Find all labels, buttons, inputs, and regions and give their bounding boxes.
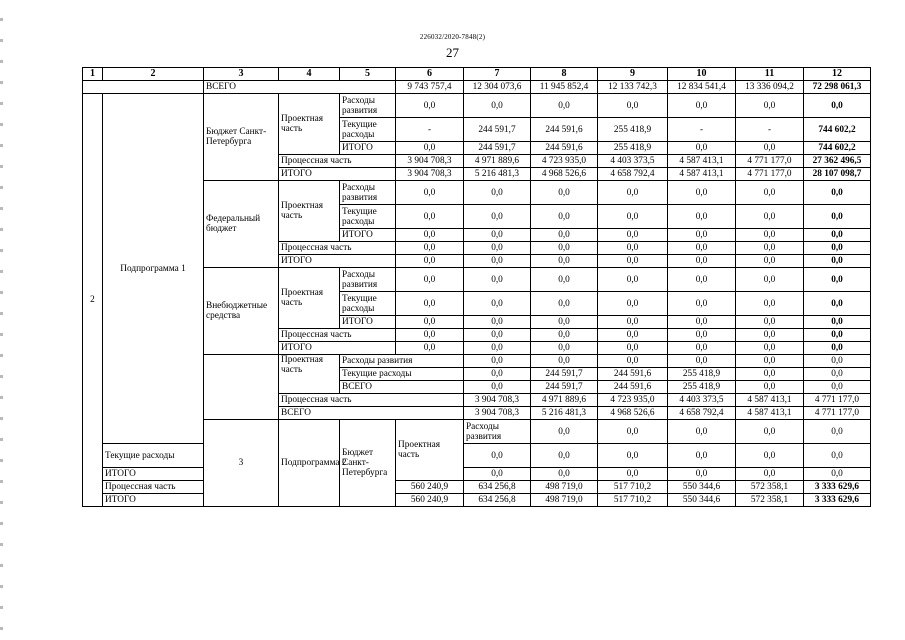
table-cell: 0,0	[736, 342, 804, 355]
table-cell: 0,0	[531, 268, 598, 292]
document-code: 226032/2020-7848(2)	[419, 33, 486, 41]
table-cell: Проектная часть	[279, 355, 340, 394]
column-number-cell: 10	[668, 68, 736, 81]
table-cell: 2	[83, 94, 103, 507]
table-cell: 4 968 526,6	[531, 168, 598, 181]
table-cell: 244 591,7	[531, 368, 598, 381]
table-cell: 0,0	[464, 342, 531, 355]
table-cell: Процессная часть	[103, 481, 279, 494]
table-cell: 0,0	[736, 292, 804, 316]
table-cell: 0,0	[804, 316, 871, 329]
table-cell: 0,0	[804, 381, 871, 394]
table-cell: 0,0	[736, 229, 804, 242]
table-cell: 550 344,6	[668, 494, 736, 507]
table-cell: Проектная часть	[279, 94, 340, 155]
table-cell: ИТОГО	[279, 255, 396, 268]
table-cell: 4 723 935,0	[598, 394, 668, 407]
table-cell: 0,0	[668, 468, 736, 481]
table-cell: 0,0	[736, 205, 804, 229]
table-cell: 0,0	[736, 444, 804, 468]
budget-table-body	[83, 81, 871, 507]
table-cell: 0,0	[464, 381, 531, 394]
table-cell: 0,0	[531, 468, 598, 481]
table-cell: Текущие расходы	[340, 292, 396, 316]
table-cell: 0,0	[396, 292, 464, 316]
table-cell: 0,0	[598, 342, 668, 355]
table-cell: 244 591,6	[531, 118, 598, 142]
table-cell: Подпрограмма 2	[279, 420, 340, 507]
table-cell: 5 216 481,3	[464, 168, 531, 181]
column-number-cell: 3	[204, 68, 279, 81]
table-cell: 0,0	[464, 268, 531, 292]
table-cell: 0,0	[598, 420, 668, 444]
table-cell: 0,0	[736, 255, 804, 268]
table-cell: 572 358,1	[736, 481, 804, 494]
column-number-row	[83, 68, 871, 81]
table-cell: 0,0	[464, 468, 531, 481]
table-cell: 4 771 177,0	[804, 394, 871, 407]
column-number-cell: 12	[804, 68, 871, 81]
column-number-cell: 8	[531, 68, 598, 81]
table-cell: 0,0	[668, 229, 736, 242]
table-cell: Процессная часть	[279, 155, 396, 168]
table-cell: 0,0	[464, 229, 531, 242]
table-cell: 634 256,8	[464, 494, 531, 507]
column-number-cell: 11	[736, 68, 804, 81]
table-cell: Проектная часть	[396, 420, 464, 481]
table-cell: 0,0	[531, 181, 598, 205]
column-number-cell: 5	[340, 68, 396, 81]
table-cell: 0,0	[598, 468, 668, 481]
table-cell: 0,0	[531, 94, 598, 118]
table-cell: 0,0	[396, 268, 464, 292]
table-cell: Процессная часть	[279, 394, 464, 407]
table-cell: 244 591,6	[598, 381, 668, 394]
table-cell: 0,0	[668, 94, 736, 118]
table-cell: 0,0	[736, 94, 804, 118]
table-cell: 0,0	[531, 292, 598, 316]
table-cell: 4 587 413,1	[668, 155, 736, 168]
table-cell: 3 904 708,3	[396, 155, 464, 168]
table-cell: 255 418,9	[668, 368, 736, 381]
table-cell: 0,0	[464, 316, 531, 329]
scan-binding-marks	[0, 0, 3, 640]
table-cell: 517 710,2	[598, 494, 668, 507]
table-cell: 0,0	[396, 181, 464, 205]
table-cell: 0,0	[804, 420, 871, 444]
table-cell: Проектная часть	[279, 181, 340, 242]
table-cell: ИТОГО	[340, 142, 396, 155]
budget-table-head	[83, 68, 871, 81]
column-number-cell: 7	[464, 68, 531, 81]
table-cell: 0,0	[598, 268, 668, 292]
table-cell: 244 591,7	[464, 142, 531, 155]
table-cell: 0,0	[804, 268, 871, 292]
table-cell: 12 304 073,6	[464, 81, 531, 94]
table-cell: 0,0	[668, 142, 736, 155]
table-cell: Текущие расходы	[340, 205, 396, 229]
table-cell: 0,0	[464, 242, 531, 255]
table-cell: Текущие расходы	[340, 118, 396, 142]
table-cell: 572 358,1	[736, 494, 804, 507]
table-cell: 0,0	[668, 181, 736, 205]
table-cell: 0,0	[464, 355, 531, 368]
table-cell: 0,0	[804, 94, 871, 118]
table-cell: 0,0	[531, 420, 598, 444]
table-cell: 0,0	[396, 316, 464, 329]
table-cell: 0,0	[668, 316, 736, 329]
table-cell: 0,0	[804, 355, 871, 368]
table-cell: 3 333 629,6	[804, 494, 871, 507]
table-cell: 255 418,9	[598, 142, 668, 155]
table-row	[83, 494, 871, 507]
table-cell: 0,0	[531, 242, 598, 255]
table-cell: 244 591,6	[598, 368, 668, 381]
table-cell: 560 240,9	[396, 494, 464, 507]
table-cell: 4 771 177,0	[736, 168, 804, 181]
table-cell: 0,0	[804, 329, 871, 342]
column-number-cell: 1	[83, 68, 103, 81]
table-cell: 0,0	[396, 142, 464, 155]
table-cell: 3 904 708,3	[464, 407, 531, 420]
table-cell: Текущие расходы	[103, 444, 204, 468]
table-cell: 0,0	[736, 242, 804, 255]
page-number: 27	[446, 45, 459, 60]
table-cell: 0,0	[531, 255, 598, 268]
table-cell: 3 904 708,3	[396, 168, 464, 181]
table-cell: 0,0	[464, 94, 531, 118]
table-row	[83, 94, 871, 118]
table-cell: Проектная часть	[279, 268, 340, 329]
table-cell: 4 403 373,5	[668, 394, 736, 407]
table-cell: ИТОГО	[103, 494, 279, 507]
table-cell: 0,0	[668, 329, 736, 342]
table-cell: 0,0	[736, 329, 804, 342]
table-cell: 0,0	[668, 242, 736, 255]
table-cell: 11 945 852,4	[531, 81, 598, 94]
table-cell: 4 658 792,4	[598, 168, 668, 181]
table-cell: 0,0	[804, 444, 871, 468]
table-cell: Бюджет Санкт-Петербурга	[204, 94, 279, 181]
table-cell: 0,0	[668, 255, 736, 268]
table-cell: Расходы развития	[340, 181, 396, 205]
table-cell: Расходы развития	[464, 420, 531, 444]
table-cell: 0,0	[598, 229, 668, 242]
table-cell: Расходы развития	[340, 355, 464, 368]
table-cell: 0,0	[736, 420, 804, 444]
table-cell: 0,0	[531, 355, 598, 368]
table-cell: 0,0	[804, 292, 871, 316]
table-cell: 0,0	[668, 420, 736, 444]
table-cell: 0,0	[804, 205, 871, 229]
table-cell: ВСЕГО	[204, 81, 396, 94]
table-cell: -	[396, 118, 464, 142]
table-cell: 4 587 413,1	[736, 394, 804, 407]
table-cell: 0,0	[668, 444, 736, 468]
table-cell: 0,0	[464, 368, 531, 381]
table-cell: 0,0	[396, 342, 464, 355]
table-cell: 244 591,6	[531, 142, 598, 155]
table-cell: 4 587 413,1	[668, 168, 736, 181]
table-cell: 5 216 481,3	[531, 407, 598, 420]
table-cell: 244 591,7	[464, 118, 531, 142]
table-cell: 4 587 413,1	[736, 407, 804, 420]
table-cell: 0,0	[804, 255, 871, 268]
table-cell: 0,0	[464, 444, 531, 468]
table-cell: 3 904 708,3	[464, 394, 531, 407]
table-cell: Расходы развития	[340, 94, 396, 118]
table-cell: 0,0	[668, 205, 736, 229]
table-cell: 3	[204, 420, 279, 507]
table-row	[83, 444, 871, 468]
table-cell: 0,0	[598, 292, 668, 316]
table-cell: 4 723 935,0	[531, 155, 598, 168]
table-cell: Процессная часть	[279, 242, 396, 255]
table-cell: Текущие расходы	[340, 368, 464, 381]
table-cell: 13 336 094,2	[736, 81, 804, 94]
table-cell	[83, 81, 204, 94]
table-cell: 0,0	[736, 142, 804, 155]
table-cell: 0,0	[464, 181, 531, 205]
budget-table	[82, 67, 871, 507]
table-cell: Расходы развития	[340, 268, 396, 292]
table-cell: 0,0	[598, 181, 668, 205]
table-cell: 0,0	[464, 292, 531, 316]
column-number-cell: 9	[598, 68, 668, 81]
table-cell: 0,0	[804, 468, 871, 481]
column-number-cell: 4	[279, 68, 340, 81]
table-cell: 0,0	[598, 329, 668, 342]
table-cell: 550 344,6	[668, 481, 736, 494]
table-cell: 0,0	[396, 229, 464, 242]
table-cell: 0,0	[598, 355, 668, 368]
table-cell: 0,0	[804, 242, 871, 255]
table-cell: 634 256,8	[464, 481, 531, 494]
table-cell: 0,0	[736, 381, 804, 394]
table-cell: 0,0	[736, 468, 804, 481]
table-cell: 498 719,0	[531, 481, 598, 494]
column-number-cell: 2	[103, 68, 204, 81]
table-cell: Подпрограмма 1	[103, 94, 204, 444]
table-cell: 0,0	[598, 94, 668, 118]
table-cell: 4 771 177,0	[736, 155, 804, 168]
table-cell: 0,0	[531, 205, 598, 229]
table-cell: 0,0	[804, 229, 871, 242]
table-cell: 0,0	[736, 181, 804, 205]
table-cell: 3 333 629,6	[804, 481, 871, 494]
table-cell: 244 591,7	[531, 381, 598, 394]
table-cell: 0,0	[531, 316, 598, 329]
table-cell: ИТОГО	[340, 229, 396, 242]
table-cell: Федеральный бюджет	[204, 181, 279, 268]
table-cell: 0,0	[531, 329, 598, 342]
table-cell: 9 743 757,4	[396, 81, 464, 94]
table-cell: 0,0	[396, 205, 464, 229]
table-cell: 12 133 742,3	[598, 81, 668, 94]
table-cell: 0,0	[668, 268, 736, 292]
table-cell: Процессная часть	[279, 329, 396, 342]
table-cell: ИТОГО	[279, 168, 396, 181]
table-cell: 28 107 098,7	[804, 168, 871, 181]
table-cell: 0,0	[598, 316, 668, 329]
table-cell: 12 834 541,4	[668, 81, 736, 94]
table-cell: 255 418,9	[598, 118, 668, 142]
table-cell: 0,0	[736, 316, 804, 329]
table-cell: 0,0	[804, 368, 871, 381]
table-cell: ВСЕГО	[279, 407, 464, 420]
table-cell: 0,0	[804, 342, 871, 355]
table-cell: 27 362 496,5	[804, 155, 871, 168]
table-cell: 0,0	[531, 444, 598, 468]
table-cell: 0,0	[531, 229, 598, 242]
table-cell	[204, 355, 279, 420]
table-cell: 0,0	[396, 255, 464, 268]
table-cell: Внебюджетные средства	[204, 268, 279, 355]
table-cell: Бюджет Санкт-Петербурга	[340, 420, 396, 507]
table-cell: 4 403 373,5	[598, 155, 668, 168]
table-cell: 744 602,2	[804, 142, 871, 155]
table-cell: 517 710,2	[598, 481, 668, 494]
table-cell: 0,0	[531, 342, 598, 355]
table-cell: 0,0	[464, 255, 531, 268]
table-cell: 4 658 792,4	[668, 407, 736, 420]
table-cell: 0,0	[464, 205, 531, 229]
table-cell: 0,0	[736, 355, 804, 368]
table-cell: 0,0	[598, 205, 668, 229]
table-row	[83, 468, 871, 481]
table-cell: 0,0	[736, 368, 804, 381]
table-cell: ВСЕГО	[340, 381, 464, 394]
table-cell: 0,0	[668, 292, 736, 316]
table-cell: 255 418,9	[668, 381, 736, 394]
table-row	[83, 481, 871, 494]
table-cell: ИТОГО	[340, 316, 396, 329]
table-cell: 0,0	[668, 342, 736, 355]
table-cell: 0,0	[804, 181, 871, 205]
table-cell: 4 971 889,6	[531, 394, 598, 407]
column-number-cell: 6	[396, 68, 464, 81]
table-cell: ИТОГО	[103, 468, 204, 481]
table-cell: 0,0	[396, 329, 464, 342]
table-cell: 560 240,9	[396, 481, 464, 494]
table-cell: -	[736, 118, 804, 142]
table-cell: 0,0	[396, 242, 464, 255]
table-cell: 72 298 061,3	[804, 81, 871, 94]
table-cell: 0,0	[598, 242, 668, 255]
table-cell: 744 602,2	[804, 118, 871, 142]
table-cell: 0,0	[464, 329, 531, 342]
table-row	[83, 81, 871, 94]
table-cell: 498 719,0	[531, 494, 598, 507]
table-cell: 4 771 177,0	[804, 407, 871, 420]
table-cell: 0,0	[598, 444, 668, 468]
table-cell: 0,0	[736, 268, 804, 292]
table-cell: 4 968 526,6	[598, 407, 668, 420]
table-cell: 0,0	[668, 355, 736, 368]
table-cell: 0,0	[598, 255, 668, 268]
table-cell: -	[668, 118, 736, 142]
table-cell: 4 971 889,6	[464, 155, 531, 168]
table-cell: 0,0	[396, 94, 464, 118]
table-cell: ИТОГО	[279, 342, 396, 355]
